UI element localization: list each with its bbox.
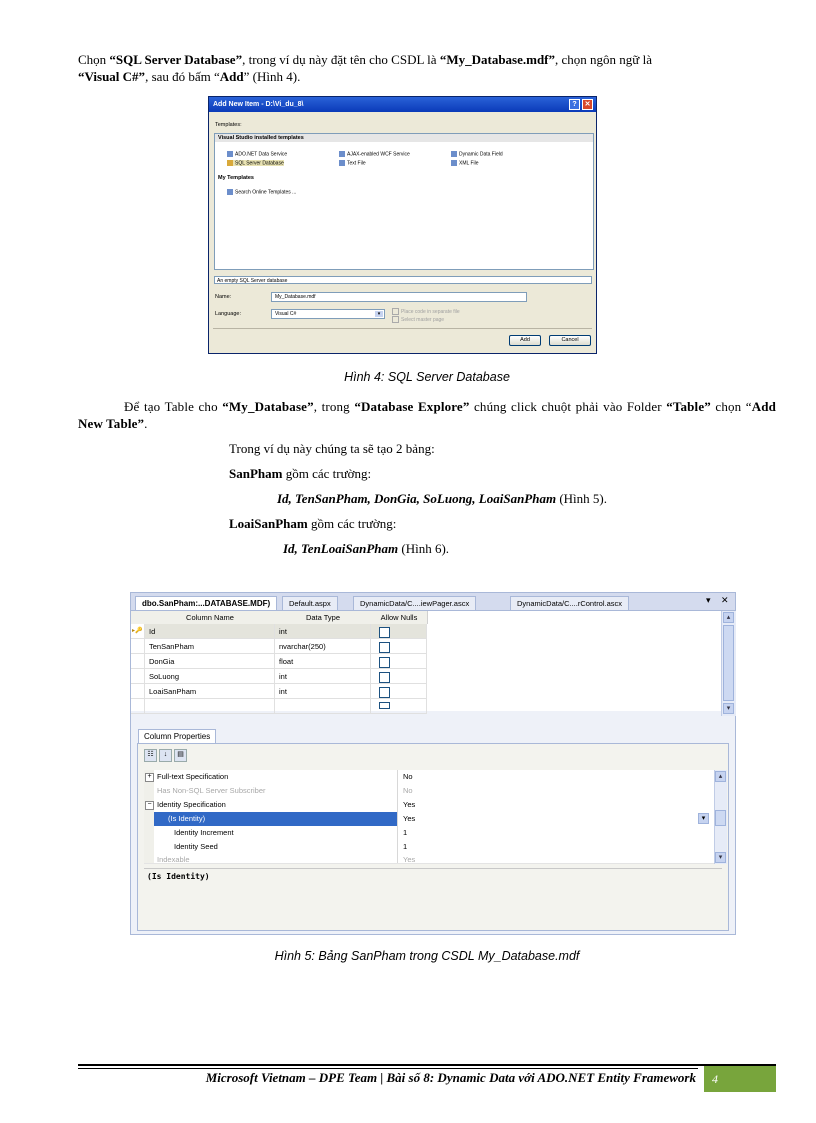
document-tabs <box>131 593 735 611</box>
intro-paragraph <box>78 51 776 85</box>
data-type-cell[interactable]: nvarchar(250) <box>275 639 371 654</box>
paragraph-bold: “Database Explore” <box>354 399 470 414</box>
database-icon <box>227 160 233 166</box>
option-separate-file <box>392 308 460 315</box>
template-item[interactable] <box>227 151 287 157</box>
template-label: Search Online Templates ... <box>235 189 297 196</box>
table-row[interactable] <box>131 654 721 669</box>
dialog-title: Add New Item - D:\Vi_du_8\ <box>213 101 304 108</box>
template-label: AJAX-enabled WCF Service <box>347 151 410 158</box>
intro-bold: “Visual C#” <box>78 69 146 84</box>
template-icon <box>451 151 457 157</box>
table2-fields: Id, TenLoaiSanPham <box>283 541 399 556</box>
close-icon[interactable]: ✕ <box>721 595 729 605</box>
intro-text: Chọn <box>78 52 110 67</box>
template-description: An empty SQL Server database <box>214 276 592 284</box>
template-icon <box>339 151 345 157</box>
table-row[interactable] <box>131 639 721 654</box>
tab-pager-ascx[interactable]: DynamicData/C....iewPager.ascx <box>353 596 476 610</box>
language-select[interactable] <box>271 309 385 319</box>
figure5-caption: Hình 5: Bảng SanPham trong CSDL My_Database.mdf <box>274 949 580 963</box>
property-value[interactable]: No <box>403 772 413 781</box>
template-item[interactable] <box>339 151 410 157</box>
row-header-corner <box>131 611 146 624</box>
table-paragraph <box>78 398 776 432</box>
paragraph-bold: “My_Database” <box>222 399 314 414</box>
row-header <box>131 699 145 714</box>
close-icon[interactable]: ✕ <box>582 99 593 110</box>
language-value: Visual C# <box>275 311 297 317</box>
templates-list[interactable] <box>214 133 594 270</box>
template-icon <box>339 160 345 166</box>
column-header-type: Data Type <box>275 611 372 624</box>
template-icon <box>227 151 233 157</box>
data-type-cell[interactable]: int <box>275 669 371 684</box>
vs-installed-header: Visual Studio installed templates <box>215 134 593 142</box>
column-properties-panel <box>137 743 729 931</box>
columns-grid[interactable] <box>131 611 721 711</box>
primary-key-icon: ▸🔑 <box>131 624 145 639</box>
property-value[interactable]: Yes <box>403 855 416 864</box>
column-header-name: Column Name <box>145 611 276 624</box>
template-label: SQL Server Database <box>235 160 284 167</box>
footer-text: Microsoft Vietnam – DPE Team | Bài số 8: Dynamic Data với ADO.NET Entity Framework <box>205 1070 696 1085</box>
allow-nulls-checkbox[interactable] <box>379 657 390 668</box>
property-name: Full-text Specification <box>144 770 398 784</box>
scroll-up-icon[interactable]: ▴ <box>723 612 734 623</box>
column-name-cell[interactable]: SoLuong <box>145 669 275 684</box>
table1-fields: Id, TenSanPham, DonGia, SoLuong, LoaiSanPham <box>277 491 557 506</box>
table-designer <box>130 592 736 935</box>
properties-scrollbar[interactable] <box>714 770 727 864</box>
property-row[interactable] <box>144 798 714 813</box>
search-online-templates[interactable] <box>227 189 296 195</box>
intro-text: , chọn ngôn ngữ là <box>555 52 652 67</box>
property-name: (Is Identity) <box>154 812 398 826</box>
property-row[interactable] <box>144 770 714 785</box>
my-templates-header: My Templates <box>215 174 593 182</box>
template-item[interactable] <box>339 160 366 166</box>
property-row[interactable] <box>144 826 714 841</box>
checkbox <box>392 308 399 315</box>
dialog-titlebar <box>209 97 596 112</box>
property-description: (Is Identity) <box>144 868 722 926</box>
data-type-cell[interactable]: float <box>275 654 371 669</box>
property-value[interactable]: No <box>403 786 413 795</box>
property-name: Identity Specification <box>144 798 398 812</box>
add-button[interactable]: Add <box>509 335 541 346</box>
dialog-divider <box>213 328 592 329</box>
intro-bold: Add <box>219 69 244 84</box>
option-master-page <box>392 316 444 323</box>
tab-column-properties[interactable]: Column Properties <box>138 729 216 744</box>
table-row[interactable] <box>131 669 721 684</box>
paragraph-text: Để tạo Table cho <box>124 399 223 414</box>
row-header <box>131 654 145 669</box>
data-type-cell[interactable] <box>275 699 371 714</box>
template-item-selected[interactable] <box>227 160 284 166</box>
scroll-down-icon[interactable]: ▾ <box>723 703 734 714</box>
property-value[interactable]: 1 <box>403 842 408 851</box>
property-name: Identity Increment <box>144 826 398 840</box>
table2-line <box>229 515 396 532</box>
intro-bold: “SQL Server Database” <box>109 52 243 67</box>
templates-label: Templates: <box>215 122 242 128</box>
add-new-item-dialog <box>208 96 597 354</box>
row-header <box>131 684 145 699</box>
chevron-down-icon[interactable]: ▾ <box>698 813 709 824</box>
language-label: Language: <box>215 311 241 317</box>
property-row-selected[interactable] <box>144 812 714 827</box>
template-label: XML File <box>459 160 479 167</box>
tab-sanpham-table[interactable]: dbo.SanPham:...DATABASE.MDF) <box>135 596 277 610</box>
expand-icon[interactable]: + <box>145 773 154 782</box>
allow-nulls-checkbox[interactable] <box>379 702 390 709</box>
property-name: Indexable <box>144 854 398 864</box>
alphabetical-icon[interactable]: ↓ <box>159 749 172 762</box>
option-label: Select master page <box>401 316 445 323</box>
cancel-button[interactable]: Cancel <box>549 335 591 346</box>
table2-fields-line <box>283 540 449 557</box>
paragraph-bold: Add New Table” <box>78 399 777 431</box>
name-label: Name: <box>215 294 232 300</box>
row-gutter <box>144 812 154 826</box>
scroll-down-icon[interactable]: ▾ <box>715 852 726 863</box>
property-row[interactable] <box>144 854 714 864</box>
scroll-up-icon[interactable]: ▴ <box>715 771 726 782</box>
tab-default-aspx[interactable]: Default.aspx <box>282 596 338 610</box>
collapse-icon[interactable]: − <box>145 801 154 810</box>
template-item[interactable] <box>451 151 503 157</box>
column-header-nulls: Allow Nulls <box>371 611 428 624</box>
template-label: Text File <box>347 160 366 167</box>
paragraph-text: . <box>144 416 148 431</box>
intro-text: , sau đó bấm “ <box>145 69 220 84</box>
column-name-cell[interactable]: Id <box>145 624 275 639</box>
table1-ref: (Hình 5). <box>556 491 608 506</box>
property-value[interactable]: Yes <box>400 812 714 826</box>
checkbox <box>392 316 399 323</box>
column-name-cell[interactable]: LoaiSanPham <box>145 684 275 699</box>
property-row[interactable] <box>144 784 714 799</box>
scroll-thumb[interactable] <box>715 810 726 826</box>
help-icon[interactable]: ? <box>569 99 580 110</box>
template-label: ADO.NET Data Service <box>235 151 288 158</box>
table-row[interactable] <box>131 684 721 699</box>
property-name: Identity Seed <box>144 840 398 854</box>
property-value[interactable]: Yes <box>403 800 416 809</box>
table2-ref: (Hình 6). <box>398 541 450 556</box>
allow-nulls-checkbox[interactable] <box>379 627 390 638</box>
name-input[interactable]: My_Database.mdf <box>271 292 527 302</box>
categorized-icon[interactable]: ☷ <box>144 749 157 762</box>
tab-control-ascx[interactable]: DynamicData/C....rControl.ascx <box>510 596 629 610</box>
table2-suffix: gồm các trường: <box>307 516 397 531</box>
figure4-caption: Hình 4: SQL Server Database <box>344 370 510 384</box>
table1-name: SanPham <box>229 466 283 481</box>
property-pages-icon[interactable]: ▤ <box>174 749 187 762</box>
table1-fields-line <box>277 490 607 507</box>
allow-nulls-checkbox[interactable] <box>379 642 390 653</box>
paragraph-text: chọn “ <box>710 399 752 414</box>
grid-scrollbar[interactable] <box>721 611 736 716</box>
table1-line <box>229 465 371 482</box>
template-item[interactable] <box>451 160 479 166</box>
column-name-cell[interactable]: DonGia <box>145 654 275 669</box>
paragraph-text: , trong <box>313 399 355 414</box>
allow-nulls-checkbox[interactable] <box>379 672 390 683</box>
table-row-empty[interactable] <box>131 699 721 714</box>
column-name-cell[interactable]: TenSanPham <box>145 639 275 654</box>
column-name-cell[interactable] <box>145 699 275 714</box>
paragraph-text: chúng click chuột phải vào Folder <box>469 399 667 414</box>
data-type-cell[interactable]: int <box>275 624 371 639</box>
tab-dropdown-icon[interactable]: ▾ <box>706 595 711 605</box>
row-header <box>131 669 145 684</box>
template-icon <box>451 160 457 166</box>
list-intro: Trong ví dụ này chúng ta sẽ tạo 2 bảng: <box>229 441 435 456</box>
table2-name: LoaiSanPham <box>229 516 308 531</box>
row-header <box>131 639 145 654</box>
option-label: Place code in separate file <box>401 308 460 315</box>
properties-toolbar <box>144 749 204 762</box>
table1-suffix: gồm các trường: <box>282 466 372 481</box>
template-label: Dynamic Data Field <box>459 151 503 158</box>
allow-nulls-checkbox[interactable] <box>379 687 390 698</box>
paragraph-bold: “Table” <box>666 399 711 414</box>
intro-bold: “My_Database.mdf” <box>439 52 556 67</box>
property-value[interactable]: 1 <box>403 828 408 837</box>
scroll-thumb[interactable] <box>723 625 734 701</box>
intro-text: , trong ví dụ này đặt tên cho CSDL là <box>242 52 440 67</box>
property-row[interactable] <box>144 840 714 855</box>
footer-rule <box>78 1064 776 1066</box>
table-row[interactable] <box>131 624 721 639</box>
page-number: 4 <box>704 1066 776 1092</box>
intro-text: ” (Hình 4). <box>243 69 301 84</box>
data-type-cell[interactable]: int <box>275 684 371 699</box>
property-name: Has Non-SQL Server Subscriber <box>144 784 398 798</box>
footer-rule-thin <box>78 1068 698 1069</box>
search-icon <box>227 189 233 195</box>
chevron-down-icon[interactable]: ▾ <box>375 311 383 317</box>
